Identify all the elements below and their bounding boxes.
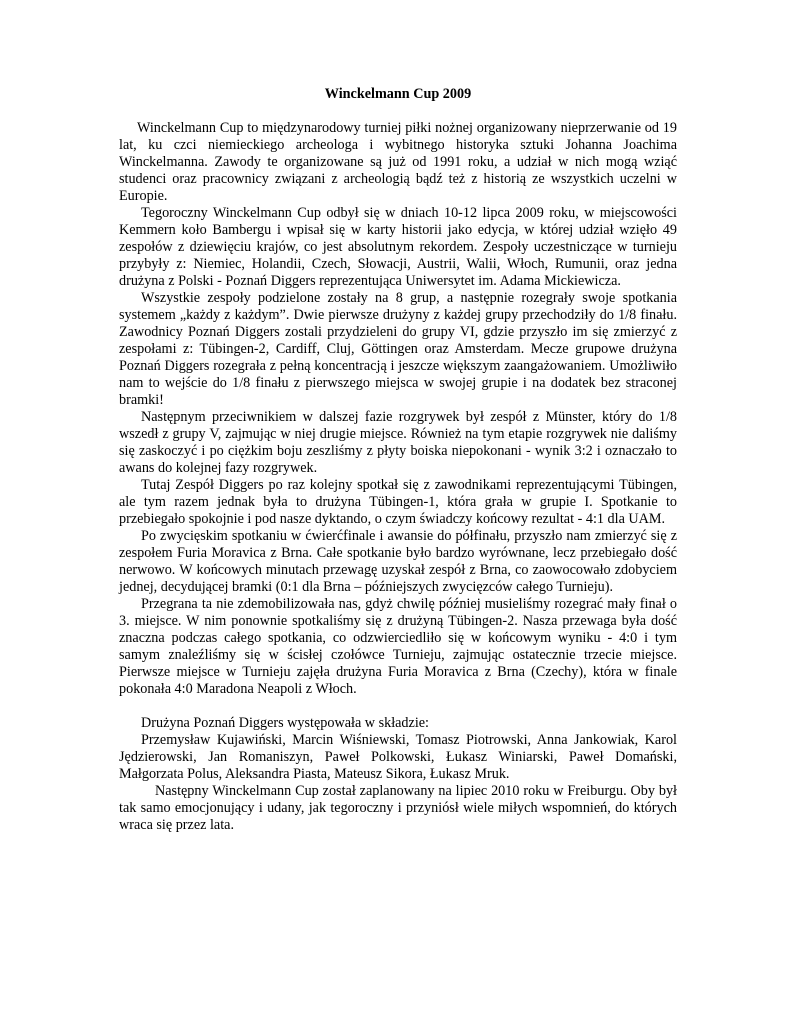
paragraph-round-of-16: Następnym przeciwnikiem w dalszej fazie rozgrywek był zespół z Münster, który do 1/8 wszedł z grupy V, zajmując w niej drugie miejsce. Również na tym etapie rozgrywek nie daliśmy się zaskoczyć i po ciężkim boju zeszliśmy z płyty boiska niepokonani - wynik 3:2 i oznaczało to awans do kolejnej fazy rozgrywek. bbox=[119, 409, 677, 476]
paragraph-gap bbox=[119, 698, 677, 715]
paragraph-intro: Winckelmann Cup to międzynarodowy turniej piłki nożnej organizowany nieprzerwanie od 19 lat, ku czci niemieckiego archeologa i wybitnego historyka sztuki Johanna Joachima Winckelmanna. Zawody te organizowane są już od 1991 roku, a udział w nich mogą wziąć studenci oraz pracownicy związani z archeologią bądź też z historią ze wszystkich uczelni w Europie. bbox=[119, 120, 677, 204]
paragraph-semifinal: Po zwycięskim spotkaniu w ćwierćfinale i awansie do półfinału, przyszło nam zmierzyć się z zespołem Furia Moravica z Brna. Całe spotkanie było bardzo wyrównane, lecz przebiegało dość nerwowo. W końcowych minutach przewagę uzyskał zespół z Brna, co zaowocowało zdobyciem jednej, decydującej bramki (0:1 dla Brna – późniejszych zwycięzców całego Turnieju). bbox=[119, 528, 677, 595]
document-page bbox=[119, 86, 677, 834]
closing-paragraph: Następny Winckelmann Cup został zaplanowany na lipiec 2010 roku w Freiburgu. Oby był tak samo emocjonujący i udany, jak tegoroczny i przyniósł wiele miłych wspomnień, do których wraca się przez lata. bbox=[119, 783, 677, 833]
document-title: Winckelmann Cup 2009 bbox=[324, 86, 472, 102]
squad-heading: Drużyna Poznań Diggers występowała w składzie: bbox=[141, 715, 430, 731]
squad-list: Przemysław Kujawiński, Marcin Wiśniewski, Tomasz Piotrowski, Anna Jankowiak, Karol Jędzierowski, Jan Romaniszyn, Paweł Polkowski, Łukasz Winiarski, Paweł Domański, Małgorzata Polus, Aleksandra Piasta, Mateusz Sikora, Łukasz Mruk. bbox=[119, 732, 677, 782]
paragraph-quarterfinal: Tutaj Zespół Diggers po raz kolejny spotkał się z zawodnikami reprezentującymi Tübingen, ale tym razem jednak była to drużyna Tübingen-1, która grała w grupie I. Spotkanie to przebiegało spokojnie i pod nasze dyktando, o czym świadczy końcowy rezultat - 4:1 dla UAM. bbox=[119, 477, 677, 527]
paragraph-tournament: Tegoroczny Winckelmann Cup odbył się w dniach 10-12 lipca 2009 roku, w miejscowości Kemmern koło Bambergu i wpisał się w karty historii jako edycja, w której udział wzięło 49 zespołów z dziewięciu krajów, co jest absolutnym rekordem. Zespoły uczestniczące w turnieju przybyły z: Niemiec, Holandii, Czech, Słowacji, Austrii, Walii, Włoch, Rumunii, oraz jedna drużyna z Polski - Poznań Diggers reprezentująca Uniwersytet im. Adama Mickiewicza. bbox=[119, 205, 677, 289]
paragraph-groups: Wszystkie zespoły podzielone zostały na 8 grup, a następnie rozegrały swoje spotkania systemem „każdy z każdym”. Dwie pierwsze drużyny z każdej grupy przechodziły do 1/8 finału. Zawodnicy Poznań Diggers zostali przydzieleni do grupy VI, gdzie przyszło im się zmierzyć z zespołami z: Tübingen-2, Cardiff, Cluj, Göttingen oraz Amsterdam. Mecze grupowe drużyna Poznań Diggers rozegrała z pełną koncentracją i jeszcze większym zaangażowaniem. Umożliwiło nam to wejście do 1/8 finału z pierwszego miejsca w swojej grupie i na dodatek bez straconej bramki! bbox=[119, 290, 677, 408]
paragraph-third-place: Przegrana ta nie zdemobilizowała nas, gdyż chwilę później musieliśmy rozegrać mały finał o 3. miejsce. W nim ponownie spotkaliśmy się z drużyną Tübingen-2. Nasza przewaga była dość znaczna podczas całego spotkania, co odzwierciedliło się w końcowym wyniku - 4:0 i tym samym znaleźliśmy się w ścisłej czołówce Turnieju, zajmując ostatecznie trzecie miejsce. Pierwsze miejsce w Turnieju zajęła drużyna Furia Moravica z Brna (Czechy), która w finale pokonała 4:0 Maradona Neapoli z Włoch. bbox=[119, 596, 677, 697]
